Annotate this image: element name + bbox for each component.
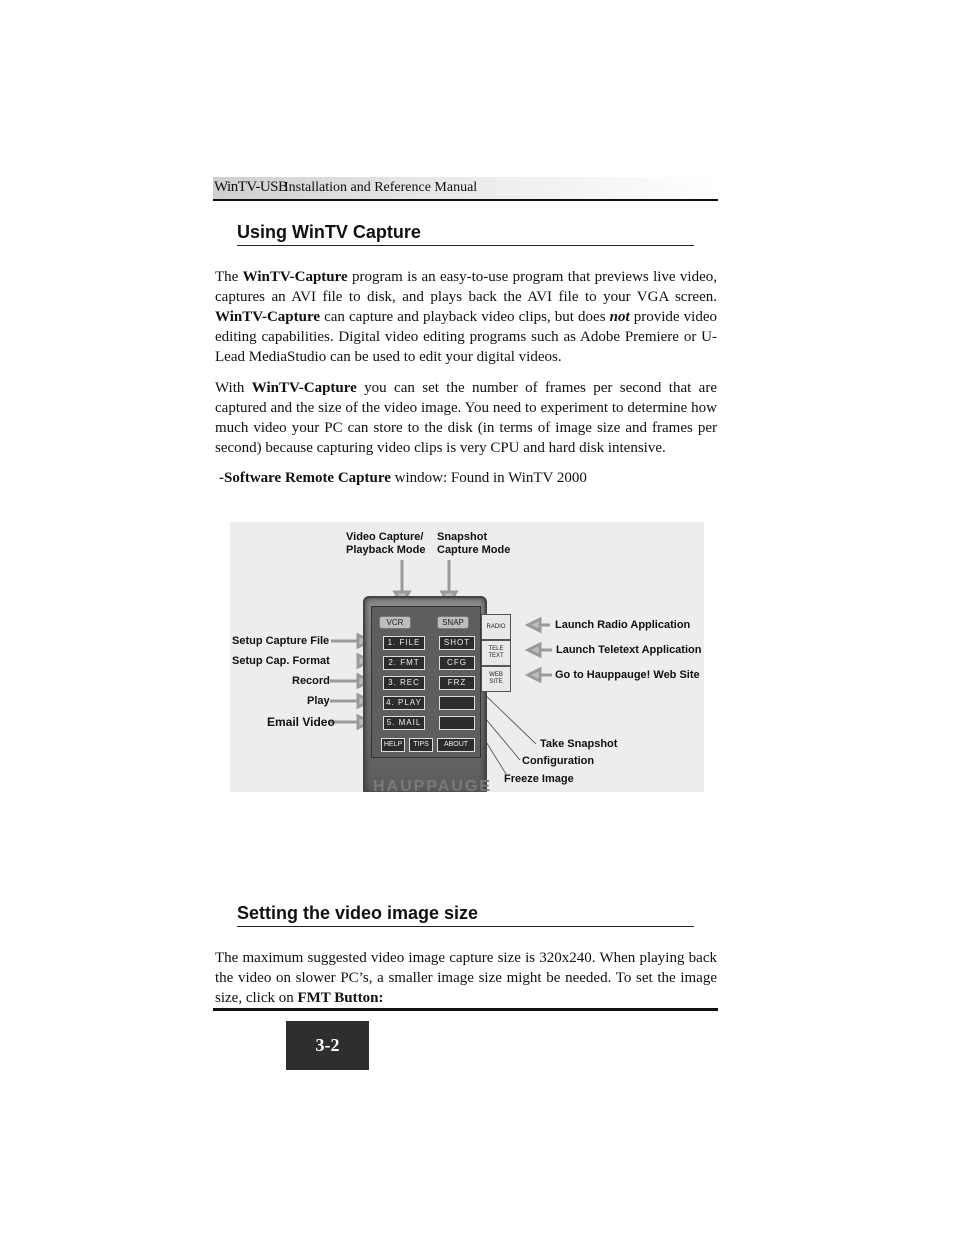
label-record: Record: [292, 675, 330, 687]
label-email-video: Email Video: [267, 715, 335, 729]
footer-rule: [213, 1008, 718, 1011]
fmt-button[interactable]: 2. FMT: [383, 656, 425, 670]
paragraph-remote-caption: -Software Remote Capture window: Found in WinTV 2000: [219, 470, 587, 486]
software-remote-figure: [230, 522, 704, 792]
blank-button-1[interactable]: [439, 696, 475, 710]
page-number: 3-2: [286, 1021, 369, 1070]
paragraph-frames: With WinTV-Capture you can set the number of frames per second that are captured and the size of the video image. You need to experiment to determine how much video your PC can store to the disk (in terms of image size and frames per second) because capturing video clips is very CPU and hard disk intensive.: [215, 380, 717, 456]
section-heading-using-wintv-capture: Using WinTV Capture: [237, 222, 694, 246]
help-button[interactable]: HELP: [381, 738, 405, 752]
label-configuration: Configuration: [522, 755, 595, 767]
label-video-capture: Video Capture/ Playback Mode: [346, 531, 426, 556]
cfg-button[interactable]: CFG: [439, 656, 475, 670]
paragraph-intro: The WinTV-Capture program is an easy-to-use program that previews live video, captures an AVI file to disk, and plays back the AVI file to your VGA screen. WinTV-Capture can capture and playback video clips, but does not provide video editing capabilities. Digital video editing programs such as Adobe Premiere or U-Lead MediaStudio can be used to edit your digital videos.: [215, 269, 717, 365]
radio-button[interactable]: RADIO: [481, 614, 511, 640]
header-brand: WinTV-USB: [214, 179, 288, 195]
label-setup-capture-file: Setup Capture File: [232, 635, 330, 647]
label-freeze-image: Freeze Image: [504, 773, 574, 785]
label-setup-cap-format: Setup Cap. Format: [232, 655, 330, 667]
section-heading-video-image-size: Setting the video image size: [237, 903, 694, 927]
label-launch-teletext: Launch Teletext Application: [556, 644, 702, 656]
paragraph-image-size: The maximum suggested video image capture size is 320x240. When playing back the video on slower PC’s, a smaller image size might be needed. To set the image size, click on FMT Button:: [215, 950, 717, 1006]
label-take-snapshot: Take Snapshot: [540, 738, 618, 750]
frz-button[interactable]: FRZ: [439, 676, 475, 690]
shot-button[interactable]: SHOT: [439, 636, 475, 650]
header-subtitle: Installation and Reference Manual: [284, 180, 478, 195]
tips-button[interactable]: TIPS: [409, 738, 433, 752]
about-button[interactable]: ABOUT: [437, 738, 475, 752]
play-button[interactable]: 4. PLAY: [383, 696, 425, 710]
label-snapshot: Snapshot Capture Mode: [437, 531, 511, 556]
web-site-button[interactable]: WEB SITE: [481, 666, 511, 692]
software-remote: [363, 596, 506, 792]
hauppauge-logo: HAUPPAUGE: [373, 778, 493, 792]
file-button[interactable]: 1. FILE: [383, 636, 425, 650]
label-launch-radio: Launch Radio Application: [555, 619, 691, 631]
vcr-tab[interactable]: VCR: [379, 616, 411, 629]
snap-tab[interactable]: SNAP: [437, 616, 469, 629]
label-go-hauppauge: Go to Hauppauge! Web Site: [555, 669, 700, 681]
running-header: [213, 177, 718, 201]
label-play: Play: [307, 695, 330, 707]
blank-button-2[interactable]: [439, 716, 475, 730]
teletext-button[interactable]: TELE TEXT: [481, 640, 511, 666]
rec-button[interactable]: 3. REC: [383, 676, 425, 690]
mail-button[interactable]: 5. MAIL: [383, 716, 425, 730]
